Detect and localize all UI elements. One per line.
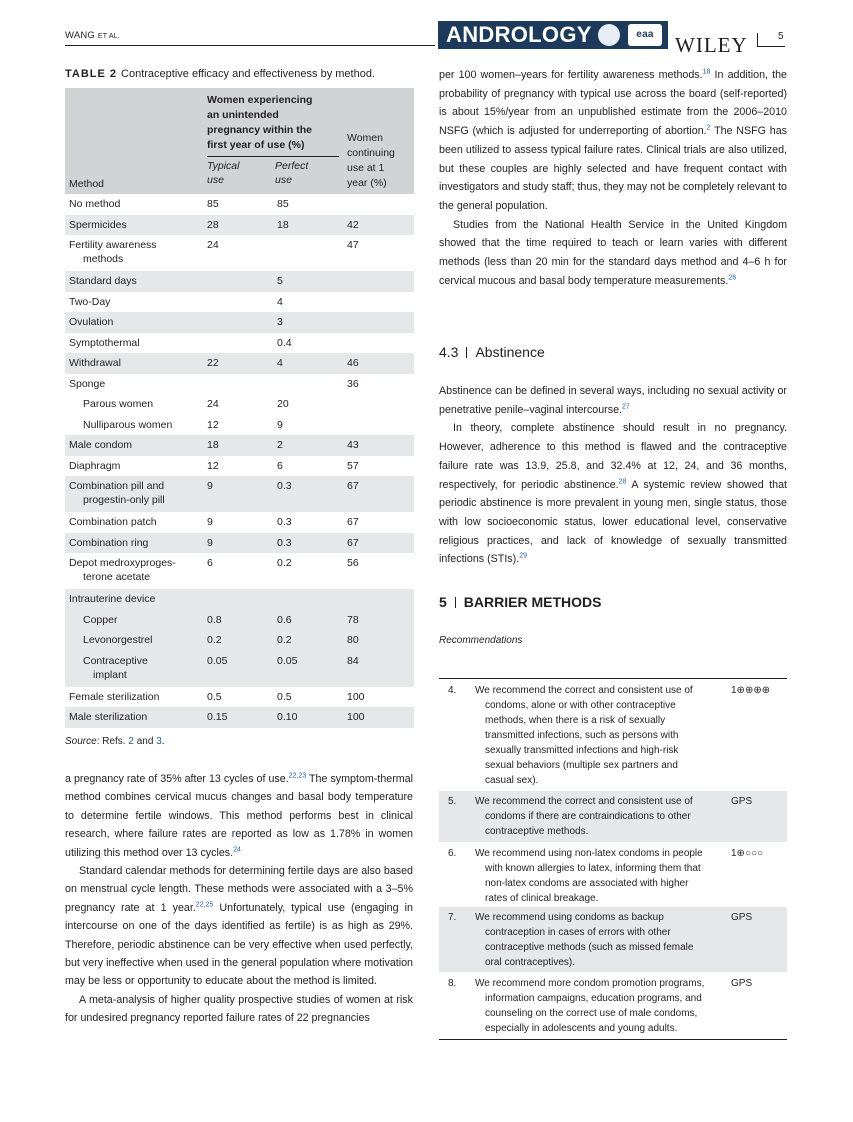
row-typical: 0.05 [203, 651, 273, 687]
paragraph: A meta-analysis of higher quality prospective studies of women at risk for undesired pregnancy reported failure rates of 22 pregnancies [65, 993, 413, 1025]
heading-divider [455, 597, 456, 608]
row-method-line: Contraceptive [83, 654, 148, 667]
row-typical: 22 [203, 353, 273, 374]
row-perfect [273, 235, 343, 271]
citation-link[interactable]: 28 [618, 477, 627, 485]
table-row [65, 312, 414, 333]
row-perfect: 0.3 [273, 533, 343, 554]
row-perfect [273, 589, 343, 610]
row-method-line: Depot medroxyproges- [69, 557, 176, 569]
publisher-logo: WILEY [675, 33, 748, 57]
text: The NSFG has been utilized to assess typical failure rates. Clinical trials are also utilized, but these couples are highly selected and have frequent contact with investigators and study staff; thus, they may not be completely relevant to the general population. [439, 125, 787, 212]
page-number: 5 [778, 31, 784, 42]
text: Unfortunately, typical use (engaging in intercourse on one of the days identified as fertile) is as high as 29%. Therefore, periodic abstinence can be very effective when used perfectly, but very ineffective when used in the general population where motivation may be less or opportunity to educate about the method is limited. [65, 901, 413, 988]
row-method: Levonorgestrel [65, 630, 203, 651]
paragraph [439, 419, 787, 569]
source-label: Source [65, 736, 97, 747]
table-source [65, 736, 165, 747]
row-continuing [343, 194, 414, 215]
row-perfect: 0.3 [273, 512, 343, 533]
row-continuing: 78 [343, 610, 414, 631]
row-continuing: 46 [343, 353, 414, 374]
recommendation-item [439, 680, 787, 790]
row-continuing: 67 [343, 533, 414, 554]
header-authors-suffix: ET AL. [97, 33, 120, 40]
table-row [65, 589, 414, 610]
row-typical: 0.15 [203, 707, 273, 728]
row-method: Male sterilization [65, 707, 203, 728]
row-typical [203, 333, 273, 354]
text: A systemic review showed that periodic abstinence is more prevalent in young men, single status, those with low socioeconomic status, lower educational level, conservative religious practices, and lack of knowledge of sexually transmitted infections (STIs). [439, 478, 787, 566]
rec-number: 4. [448, 685, 457, 696]
row-continuing: 67 [343, 512, 414, 533]
row-perfect: 3 [273, 312, 343, 333]
row-continuing: 67 [343, 476, 414, 512]
row-perfect: 20 [273, 394, 343, 415]
row-method: Intrauterine device [65, 589, 203, 610]
section-number: 5 [439, 594, 447, 610]
heading-divider [466, 347, 467, 358]
rec-number: 8. [448, 978, 457, 989]
row-perfect [273, 374, 343, 395]
row-continuing: 57 [343, 456, 414, 477]
row-method: Nulliparous women [65, 415, 203, 436]
citation-link[interactable]: 26 [728, 274, 737, 282]
row-typical [203, 374, 273, 395]
row-method: Combination patch [65, 512, 203, 533]
row-typical: 18 [203, 435, 273, 456]
table-row [65, 630, 414, 651]
rec-text-line: We recommend the correct and consistent use of [475, 685, 693, 696]
text: In theory, complete abstinence should result in no pregnancy. However, adherence to this method is flawed and the contraceptive failure rate was 13.9, 25.8, and 32.4% at 12, 24, and 36 months, respectively, for periodic abstinence. [439, 422, 787, 491]
citation-link[interactable]: 2 [706, 124, 711, 132]
row-continuing: 100 [343, 707, 414, 728]
page-number-underline [757, 46, 785, 47]
row-typical: 0.2 [203, 630, 273, 651]
row-continuing: 100 [343, 687, 414, 708]
table-row [65, 512, 414, 533]
row-continuing [343, 394, 414, 415]
header-group-line: Women experiencing [207, 94, 313, 106]
text: Studies from the National Health Service in the United Kingdom showed that the time required to teach or learn varies with different methods (less than 20 min for the standard days method and 4–6 h for cervical mucous and basal body temperature measurements. [439, 218, 787, 287]
row-continuing: 43 [343, 435, 414, 456]
row-perfect: 0.2 [273, 630, 343, 651]
table-row [65, 610, 414, 631]
paragraph [439, 216, 787, 291]
row-method: Two-Day [65, 292, 203, 313]
rec-grade: GPS [731, 978, 753, 989]
row-typical: 24 [203, 235, 273, 271]
source-text: : Refs. [96, 736, 126, 747]
rec-grade: 1⊕⊕⊕⊕ [731, 685, 771, 696]
header-authors: WANG [65, 30, 96, 41]
header-continuing-line: continuing [347, 147, 395, 159]
row-method: Sponge [65, 374, 203, 395]
row-perfect: 0.2 [273, 553, 343, 589]
table-row [65, 292, 414, 313]
row-method: Ovulation [65, 312, 203, 333]
rec-grade: GPS [731, 796, 753, 807]
row-typical: 0.5 [203, 687, 273, 708]
row-method: Spermicides [65, 215, 203, 236]
ref-link[interactable]: 2 [128, 736, 134, 747]
rec-text-line: We recommend using non-latex condoms in people [475, 848, 703, 859]
citation-link[interactable]: 27 [622, 403, 630, 411]
row-method: Parous women [65, 394, 203, 415]
text: a pregnancy rate of 35% after 13 cycles of use. [65, 773, 289, 785]
recommendations-top-rule [439, 678, 787, 679]
table-row [65, 456, 414, 477]
table-caption-text: Contraceptive efficacy and effectiveness by method. [121, 68, 375, 80]
table-row [65, 553, 414, 589]
row-continuing [343, 312, 414, 333]
row-perfect: 0.05 [273, 651, 343, 687]
rec-text-line: with known allergies to latex, informing them that non-latex condoms are associated with higher rates of clinical breakage. [485, 863, 701, 904]
rec-grade: 1⊕○○○ [731, 848, 764, 859]
table-row [65, 687, 414, 708]
citation-link[interactable]: 22,25 [195, 901, 214, 909]
row-continuing: 36 [343, 374, 414, 395]
header-group-line: pregnancy within the [207, 124, 313, 136]
table-row [65, 435, 414, 456]
row-method [65, 235, 203, 271]
row-typical [203, 292, 273, 313]
row-typical [203, 271, 273, 292]
row-method [65, 553, 203, 589]
table-row [65, 707, 414, 728]
row-method-line: progestin-only pill [83, 494, 165, 506]
recommendation-item [439, 973, 787, 1039]
text: Abstinence can be defined in several ways, including no sexual activity or penetrative penile–vaginal intercourse. [439, 385, 787, 416]
row-typical: 28 [203, 215, 273, 236]
abstinence-text [439, 382, 787, 569]
source-end: . [161, 736, 165, 747]
row-typical: 85 [203, 194, 273, 215]
row-method [65, 651, 203, 687]
table-label: TABLE 2 [65, 68, 118, 80]
row-typical: 12 [203, 456, 273, 477]
row-continuing: 80 [343, 630, 414, 651]
table-row [65, 374, 414, 395]
text: In addition, the probability of pregnancy with typical use across the board (self-reported) is about 15%/year from an unpublished estimate from the 2006–2010 NSFG (which is adjusted for underreporting of abortion. [439, 69, 788, 138]
row-continuing [343, 271, 414, 292]
row-typical: 9 [203, 512, 273, 533]
recommendation-item [439, 907, 787, 972]
row-method: Withdrawal [65, 353, 203, 374]
table-caption [65, 68, 375, 80]
running-header [65, 30, 120, 41]
row-typical: 0.8 [203, 610, 273, 631]
header-continuing-line: Women [347, 132, 383, 144]
header-typical-use: use [207, 174, 224, 186]
eaa-logo: eaa [628, 24, 662, 46]
rec-text [475, 794, 707, 839]
row-continuing: 47 [343, 235, 414, 271]
section-heading-abstinence [439, 344, 545, 360]
header-group-line: first year of use (%) [207, 139, 305, 151]
society-seal-icon [598, 24, 620, 46]
table-row [65, 476, 414, 512]
row-continuing [343, 292, 414, 313]
rec-number: 6. [448, 848, 457, 859]
row-perfect: 0.6 [273, 610, 343, 631]
paragraph [65, 770, 413, 862]
row-method-line: Fertility awareness [69, 239, 157, 251]
table-row [65, 271, 414, 292]
row-perfect: 0.4 [273, 333, 343, 354]
source-and: and [136, 736, 154, 747]
section-title: BARRIER METHODS [463, 594, 602, 610]
citation-link[interactable]: 29 [519, 552, 527, 560]
row-continuing: 42 [343, 215, 414, 236]
table-row [65, 333, 414, 354]
section-heading-barrier-methods [439, 594, 601, 610]
row-method-line: terone acetate [83, 571, 151, 583]
header-continuing [343, 88, 414, 194]
rec-text-line: We recommend using condoms as backup [475, 912, 664, 923]
row-perfect: 0.5 [273, 687, 343, 708]
rec-grade: GPS [731, 912, 753, 923]
row-method: Symptothermal [65, 333, 203, 354]
text: Standard calendar methods for determining fertile days are also based on menstrual cycle length. These methods were associated with a 3–5% pregnancy rate at 1 year. [65, 865, 413, 914]
row-typical: 24 [203, 394, 273, 415]
row-typical [203, 589, 273, 610]
row-method: Copper [65, 610, 203, 631]
header-continuing-line: use at 1 [347, 162, 385, 174]
row-typical: 9 [203, 476, 273, 512]
row-method-line: Combination pill and [69, 480, 165, 492]
right-body-text [439, 66, 787, 290]
rec-text-line: We recommend more condom promotion programs, [475, 978, 705, 989]
citation-link[interactable]: 24 [233, 846, 241, 854]
header-rule [65, 45, 435, 46]
contraceptive-efficacy-table [65, 88, 414, 728]
table-row [65, 235, 414, 271]
row-perfect: 2 [273, 435, 343, 456]
citation-link[interactable]: 22,23 [288, 772, 307, 780]
rec-text [475, 683, 707, 788]
rec-text-line: condoms, alone or with other contraceptive methods, when there is a risk of sexually transmitted infections, such as persons with sexually transmitted infections and high-risk sexual behaviors (multiple sex partners and casual sex). [485, 700, 679, 786]
row-perfect: 18 [273, 215, 343, 236]
recommendations-title: Recommendations [439, 635, 523, 646]
header-group-line: an unintended [207, 109, 279, 121]
left-body-text [65, 770, 413, 1028]
paragraph [439, 382, 787, 419]
rec-number: 7. [448, 912, 457, 923]
row-method: Male condom [65, 435, 203, 456]
row-continuing: 84 [343, 651, 414, 687]
table-row [65, 651, 414, 687]
header-perfect: Perfect [275, 160, 309, 172]
row-typical [203, 312, 273, 333]
row-perfect: 85 [273, 194, 343, 215]
header-continuing-line: year (%) [347, 177, 387, 189]
table-row [65, 194, 414, 215]
section-number: 4.3 [439, 344, 459, 360]
rec-text-line: contraception in cases of errors with other contraceptive methods (such as missed female oral contraceptives). [485, 927, 694, 968]
row-continuing [343, 333, 414, 354]
row-perfect: 0.10 [273, 707, 343, 728]
row-perfect: 9 [273, 415, 343, 436]
text: per 100 women–years for fertility awareness methods. [439, 69, 703, 81]
table-row [65, 215, 414, 236]
row-method [65, 476, 203, 512]
header-group [203, 88, 343, 194]
citation-link[interactable]: 18 [702, 68, 711, 76]
row-continuing [343, 415, 414, 436]
paragraph [439, 66, 787, 216]
rec-text-line: information campaigns, education programs, and counseling on the correct use of male condoms, especially in adolescents and young adults. [485, 993, 702, 1034]
rec-text [475, 846, 707, 906]
header-typical: Typical [207, 160, 240, 172]
row-perfect: 0.3 [273, 476, 343, 512]
row-method: No method [65, 194, 203, 215]
row-method: Diaphragm [65, 456, 203, 477]
rec-text-line: We recommend the correct and consistent use of [475, 796, 693, 807]
row-perfect: 5 [273, 271, 343, 292]
rec-text [475, 976, 707, 1036]
rec-text [475, 910, 707, 970]
row-typical: 9 [203, 533, 273, 554]
row-continuing [343, 589, 414, 610]
row-method-line: implant [93, 668, 127, 681]
table-row [65, 415, 414, 436]
rec-text-line: condoms if there are contraindications to other contraceptive methods. [485, 811, 691, 837]
recommendation-item [439, 843, 787, 906]
row-perfect: 4 [273, 292, 343, 313]
text: The symptom-thermal method combines cervical mucus changes and basal body temperature to determine fertile windows. This method performs best in clinical research, where failure rates are reported as low as 1.78% in women utilizing this method over 13 cycles. [65, 773, 413, 859]
table-row [65, 394, 414, 415]
row-typical: 6 [203, 553, 273, 589]
journal-title: ANDROLOGY [446, 22, 592, 47]
row-perfect: 4 [273, 353, 343, 374]
row-perfect: 6 [273, 456, 343, 477]
section-title: Abstinence [475, 344, 545, 360]
header-perfect-use: use [275, 174, 292, 186]
table-row [65, 533, 414, 554]
journal-banner [438, 21, 668, 49]
ref-link[interactable]: 3 [156, 736, 162, 747]
row-method: Female sterilization [65, 687, 203, 708]
rec-number: 5. [448, 796, 457, 807]
row-method: Combination ring [65, 533, 203, 554]
table-row [65, 353, 414, 374]
recommendation-item [439, 791, 787, 842]
row-typical: 12 [203, 415, 273, 436]
paragraph [65, 862, 413, 991]
row-method: Standard days [65, 271, 203, 292]
header-method: Method [65, 88, 203, 194]
row-continuing: 56 [343, 553, 414, 589]
page-number-rule [757, 33, 758, 47]
recommendations-bottom-rule [439, 1039, 787, 1040]
row-method-line: methods [83, 253, 124, 265]
